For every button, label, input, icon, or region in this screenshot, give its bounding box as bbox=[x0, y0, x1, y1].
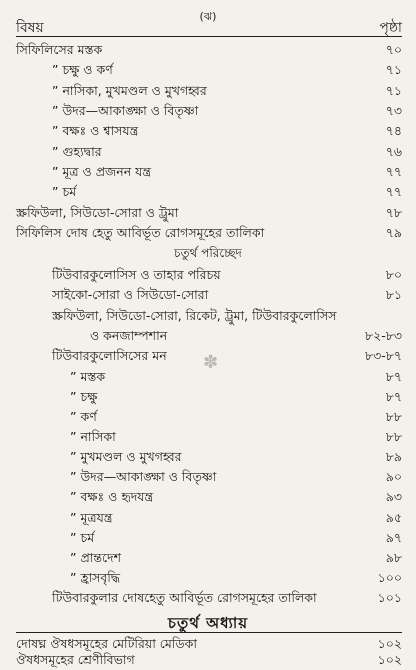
index-entry: ” গুহ্যদ্বার ৭৬ bbox=[52, 144, 402, 159]
index-entry: সাইকো-সোরা ও সিউডো-সোরা ৮১ bbox=[52, 287, 402, 302]
index-entry: ” মুখমণ্ডল ও মুখগহ্বর ৮৯ bbox=[70, 449, 402, 464]
section-heading: চতুর্থ পরিচ্ছেদ bbox=[174, 246, 242, 260]
index-entry: ও কনজাম্পশান ৮২-৮৩ bbox=[90, 328, 402, 343]
index-entry: ” চক্ষু ও কর্ণ ৭১ bbox=[52, 62, 402, 77]
index-entry: ” নাসিকা, মুখমণ্ডল ও মুখগহ্বর ৭১ bbox=[52, 83, 402, 98]
index-entry: টিউবারকুলোসিসের মন ৮৩-৮৭ bbox=[52, 348, 402, 363]
index-entry: ” মূত্র ও প্রজনন যন্ত্র ৭৭ bbox=[52, 164, 402, 179]
chapter-heading: চতুর্থ অধ্যায় bbox=[167, 614, 249, 632]
header-subject: বিষয় bbox=[16, 20, 44, 36]
index-entry: ” উদর—আকাঙ্ক্ষা ও বিতৃষ্ণা ৭৩ bbox=[52, 103, 402, 118]
index-entry: ” চর্ম ৯৭ bbox=[70, 530, 402, 545]
index-entry: ” বক্ষঃ ও হৃদযন্ত্র ৯৩ bbox=[70, 489, 402, 504]
index-entry: ” বক্ষঃ ও শ্বাসযন্ত্র ৭৪ bbox=[52, 123, 402, 138]
index-entry: স্ক্রফিউলা, সিউডো-সোরা, রিকেট, ট্রুমা, টিউবারকুলোসিস bbox=[52, 308, 337, 323]
index-entry: টিউবারকুলার দোষহেতু আবির্ভূত রোগসমূহের তালিকা ১০১ bbox=[52, 590, 402, 605]
index-entry: দোষঘ্ন ঔষধসমূহের মেটিরিয়া মেডিকা ১০২ bbox=[16, 636, 402, 651]
index-entry: ” হ্রাসবৃদ্ধি ১০০ bbox=[70, 570, 402, 585]
index-entry: সিফিলিস দোষ হেতু আবির্ভূত রোগসমূহের তালিকা ৭৯ bbox=[16, 225, 402, 240]
index-entry: ” মূত্রযন্ত্র ৯৫ bbox=[70, 510, 402, 525]
header-rule bbox=[16, 36, 402, 37]
header-page: পৃষ্ঠা bbox=[379, 20, 402, 36]
index-entry: ” কর্ণ ৮৮ bbox=[70, 409, 402, 424]
index-entry: ” চক্ষু ৮৭ bbox=[70, 389, 402, 404]
index-entry: ” উদর—আকাঙ্ক্ষা ও বিতৃষ্ণা ৯০ bbox=[70, 469, 402, 484]
index-entry: ” চর্ম ৭৭ bbox=[52, 184, 402, 199]
index-entry: টিউবারকুলোসিস ও তাহার পরিচয় ৮০ bbox=[52, 267, 402, 282]
index-entry: ঔষধসমূহের শ্রেণীবিভাগ ১০২ bbox=[16, 652, 402, 667]
index-entry: ” মস্তক ৮৭ bbox=[70, 369, 402, 384]
chapter-rule bbox=[16, 632, 402, 633]
page-number: (ঝ) bbox=[199, 10, 217, 23]
index-entry: ” নাসিকা ৮৮ bbox=[70, 429, 402, 444]
index-entry: সিফিলিসের মস্তক ৭০ bbox=[16, 42, 402, 57]
index-entry: স্ক্রফিউলা, সিউডো-সোরা ও ট্রুমা ৭৮ bbox=[16, 205, 402, 220]
print-mark-icon: ✽ bbox=[203, 352, 219, 373]
index-header bbox=[16, 16, 402, 38]
index-entry: ” প্রান্তদেশ ৯৮ bbox=[70, 550, 402, 565]
